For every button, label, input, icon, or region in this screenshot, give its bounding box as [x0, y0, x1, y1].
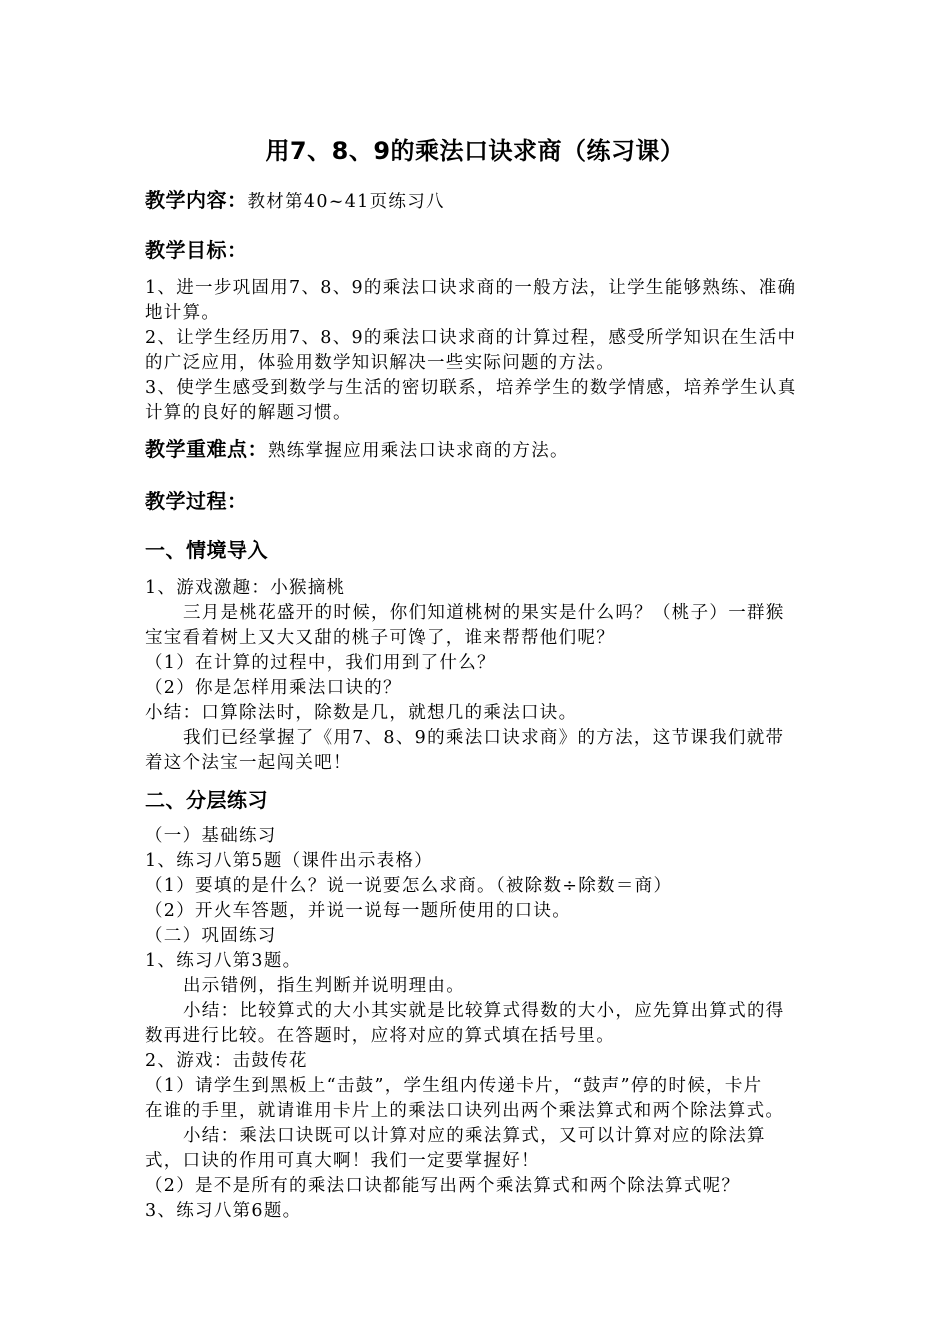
goal-line: 的广泛应用，体验用数学知识解决一些实际问题的方法。: [145, 353, 615, 373]
teaching-content-label: 教学内容：: [145, 188, 248, 212]
section2-line: 3、练习八第6题。: [145, 1201, 302, 1221]
section2-line: （1）请学生到黑板上“击鼓”，学生组内传递卡片，“鼓声”停的时候，卡片: [145, 1076, 763, 1096]
section2-summary: 小结：比较算式的大小其实就是比较算式得数的大小，应先算出算式的得: [183, 1001, 785, 1021]
section2-line: 1、练习八第5题（课件出示表格）: [145, 851, 434, 871]
section2-line: 数再进行比较。在答题时，应将对应的算式填在括号里。: [145, 1026, 615, 1046]
section2-line: （二）巩固练习: [145, 926, 277, 946]
section2-line: 出示错例，指生判断并说明理由。: [183, 976, 465, 996]
section1-heading: 一、情境导入: [145, 538, 268, 562]
difficulty-text: 熟练掌握应用乘法口诀求商的方法。: [268, 441, 569, 461]
goal-line: 地计算。: [145, 303, 221, 323]
goal-line: 1、进一步巩固用7、8、9的乘法口诀求商的一般方法，让学生能够熟练、准确: [145, 278, 797, 298]
goal-line: 3、使学生感受到数学与生活的密切联系，培养学生的数学情感，培养学生认真: [145, 378, 797, 398]
section2-line: 2、游戏：击鼓传花: [145, 1051, 308, 1071]
section1-line: 1、游戏激趣：小猴摘桃: [145, 578, 346, 598]
section1-line: 宝宝看着树上又大又甜的桃子可馋了，谁来帮帮他们呢？: [145, 628, 615, 648]
section1-summary: 小结：口算除法时，除数是几，就想几的乘法口诀。: [145, 703, 578, 723]
section2-line: （2）是不是所有的乘法口诀都能写出两个乘法算式和两个除法算式呢？: [145, 1176, 741, 1196]
section2-line: 1、练习八第3题。: [145, 951, 302, 971]
page-title: 用7、8、9的乘法口诀求商（练习课）: [265, 137, 685, 165]
section2-line: （1）要填的是什么？说一说要怎么求商。（被除数÷除数＝商）: [145, 876, 673, 896]
section1-line: 着这个法宝一起闯关吧！: [145, 753, 352, 773]
goal-line: 2、让学生经历用7、8、9的乘法口诀求商的计算过程，感受所学知识在生活中: [145, 328, 797, 348]
difficulty-label: 教学重难点：: [145, 437, 268, 461]
section1-line: 我们已经掌握了《用7、8、9的乘法口诀求商》的方法，这节课我们就带: [183, 728, 785, 748]
section2-line: （2）开火车答题，并说一说每一题所使用的口诀。: [145, 901, 572, 921]
goals-heading: 教学目标：: [145, 238, 248, 262]
section2-line: （一）基础练习: [145, 826, 277, 846]
section1-line: （2）你是怎样用乘法口诀的？: [145, 678, 402, 698]
teaching-content: [145, 188, 445, 214]
goal-line: 计算的良好的解题习惯。: [145, 403, 352, 423]
section2-line: 式，口诀的作用可真大啊！我们一定要掌握好！: [145, 1151, 540, 1171]
teaching-content-text: 教材第40~41页练习八: [247, 192, 445, 212]
section2-summary: 小结：乘法口诀既可以计算对应的乘法算式，又可以计算对应的除法算: [183, 1126, 766, 1146]
section2-line: 在谁的手里，就请谁用卡片上的乘法口诀列出两个乘法算式和两个除法算式。: [145, 1101, 785, 1121]
section1-line: （1）在计算的过程中，我们用到了什么？: [145, 653, 496, 673]
process-heading: 教学过程：: [145, 489, 248, 513]
section2-heading: 二、分层练习: [145, 788, 268, 812]
section1-line: 三月是桃花盛开的时候，你们知道桃树的果实是什么吗？（桃子）一群猴: [183, 603, 785, 623]
teaching-difficulty: [145, 437, 569, 463]
